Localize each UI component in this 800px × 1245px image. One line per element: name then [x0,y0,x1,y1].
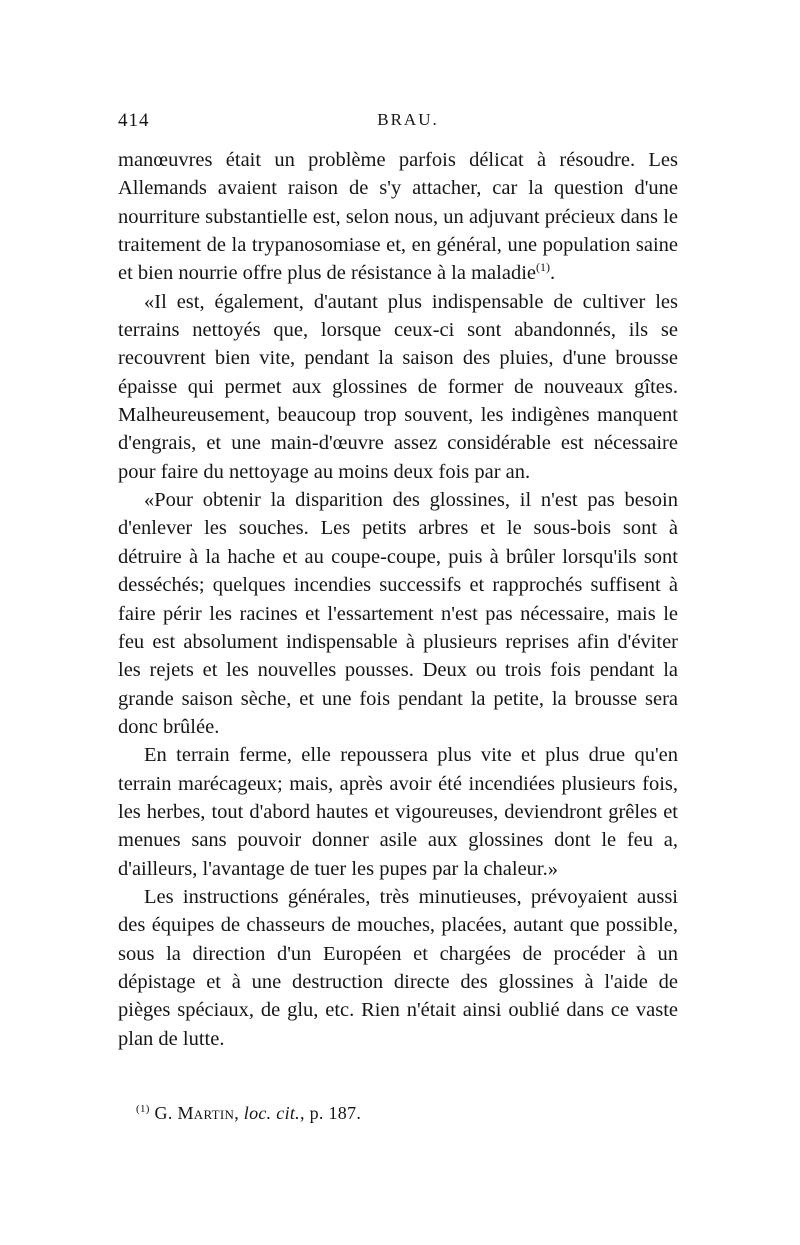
footnote-author: G. Martin [154,1103,235,1123]
footnote-reference: (1) [536,260,550,275]
paragraph-5: Les instructions générales, très minutieuses, prévoyaient aussi des équipes de chasseurs de mouches, placées, autant que possible, sous la direction d'un Européen et chargées de procéder à un dépistage et à une destruction directe des glossines à l'aide de pièges spéciaux, de glu, etc. Rien n'était ainsi oublié dans ce vaste plan de lutte. [118,885,678,1050]
paragraph-1-end: . [550,262,556,285]
paragraph-3: «Pour obtenir la disparition des glossines, il n'est pas besoin d'enlever les souches. Les petits arbres et le sous-bois sont à détruire à la hache et au coupe-coupe, puis à brûler lorsqu'ils sont desséchés; quelques incendies successifs et rapprochés suffisent à faire périr les racines et l'essartement n'est pas nécessaire, mais le feu est absolument indispensable à plusieurs reprises afin d'éviter les rejets et les nouvelles pousses. Deux ou trois fois pendant la grande saison sèche, et une fois pendant la petite, la brousse sera donc brûlée. [118,489,678,738]
body-text [118,146,678,1053]
footnote-pages: , p. 187. [299,1103,362,1123]
paragraph-2: «Il est, également, d'autant plus indispensable de cultiver les terrains nettoyés que, lorsque ceux-ci sont abandonnés, ils se recouvrent bien vite, pendant la saison des pluies, d'une brousse épaisse qui permet aux glossines de former de nouveaux gîtes. Malheureusement, beaucoup trop souvent, les indigènes manquent d'engrais, et une main-d'œuvre assez considérable est nécessaire pour faire du nettoyage au moins deux fois par an. [118,290,678,483]
paragraph-4: En terrain ferme, elle repoussera plus vite et plus drue qu'en terrain marécageux; mais, après avoir été incendiées plusieurs fois, les herbes, tout d'abord hautes et vigoureuses, deviendront grêles et menues sans pouvoir donner asile aux glossines dont le feu a, d'ailleurs, l'avantage de tuer les pupes par la chaleur.» [118,744,678,880]
running-title: BRAU. [377,110,439,129]
running-head [118,110,678,136]
page-number: 414 [118,110,150,131]
footnote-reference-work: loc. cit. [243,1103,300,1123]
footnote [136,1103,361,1124]
paragraph-1 [118,146,678,288]
footnote-separator: , [234,1103,244,1123]
footnote-marker: (1) [136,1103,150,1115]
paragraph-1-text: manœuvres était un problème parfois délicat à résoudre. Les Allemands avaient raison de s'y attacher, car la question d'une nourriture substantielle est, selon nous, un adjuvant précieux dans le traitement de la trypanosomiase et, en général, une population saine et bien nourrie offre plus de résistance à la maladie [118,149,678,285]
